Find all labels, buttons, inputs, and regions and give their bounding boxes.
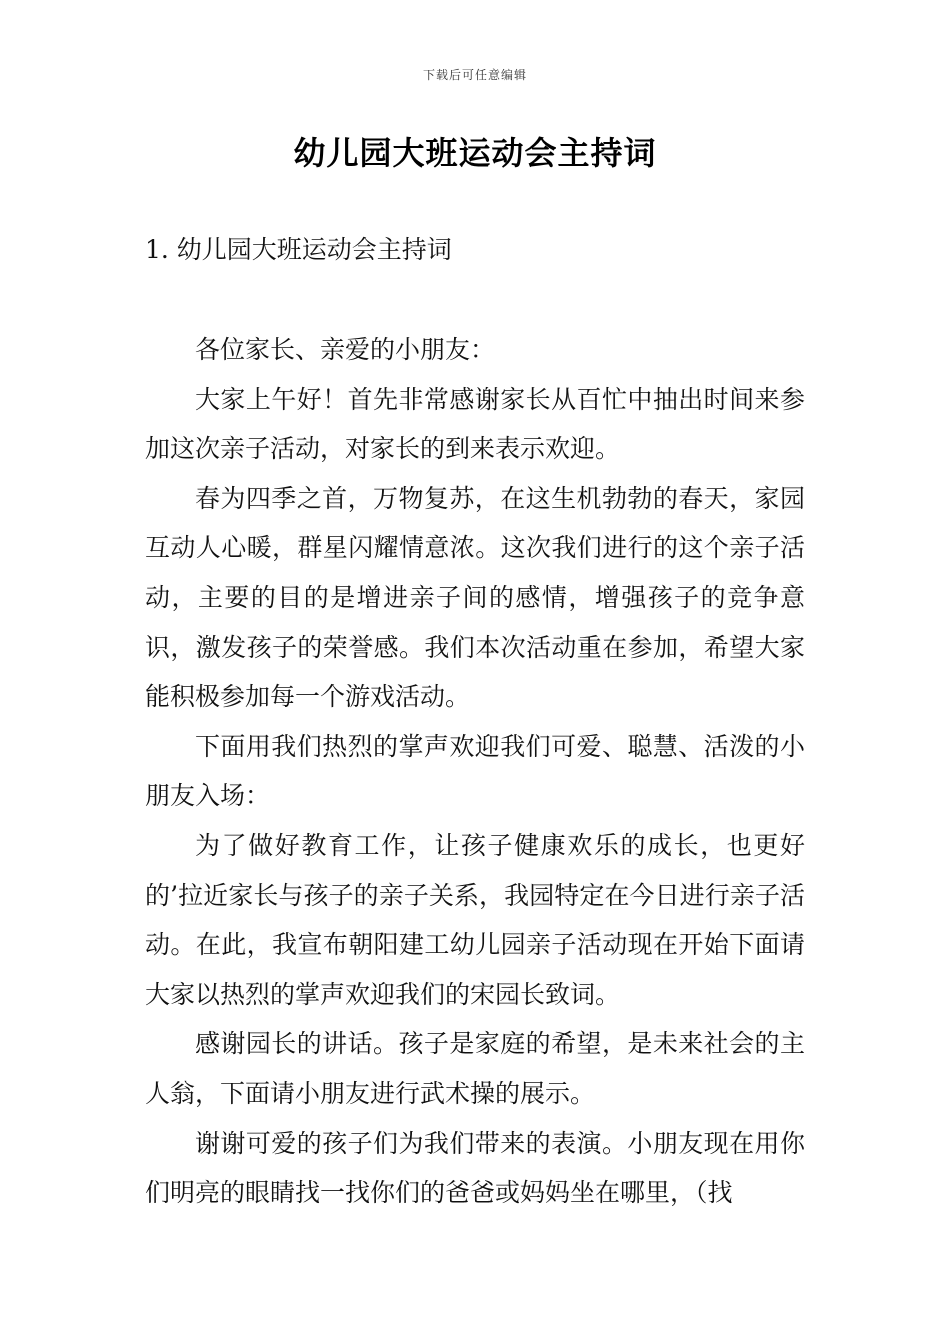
paragraph-greeting: 各位家长、亲爱的小朋友： bbox=[195, 335, 496, 364]
header-note: 下载后可任意编辑 bbox=[422, 68, 527, 82]
paragraph-spring: 春为四季之首，万物复苏，在这生机勃勃的春天，家园互动人心暖，群星闪耀情意浓。这次我们进行的这个亲子活动，主要的目的是增进亲子间的感情，增强孩子的竞争意识，激发孩子的荣誉感。我们本次活动重在参加，希望大家能积极参加每一个游戏活动。 bbox=[145, 483, 805, 712]
document-body bbox=[145, 325, 805, 1218]
paragraph-welcome: 大家上午好！首先非常感谢家长从百忙中抽出时间来参加这次亲子活动，对家长的到来表示欢迎。 bbox=[145, 384, 805, 464]
paragraph-entrance: 下面用我们热烈的掌声欢迎我们可爱、聪慧、活泼的小朋友入场： bbox=[145, 731, 805, 811]
paragraph-find-parents: 谢谢可爱的孩子们为我们带来的表演。小朋友现在用你们明亮的眼睛找一找你们的爸爸或妈妈坐在哪里，（找 bbox=[145, 1128, 805, 1208]
document-title: 幼儿园大班运动会主持词 bbox=[293, 134, 657, 172]
section-heading: 1. 幼儿园大班运动会主持词 bbox=[145, 235, 452, 264]
paragraph-thanks-principal: 感谢园长的讲话。孩子是家庭的希望，是未来社会的主人翁，下面请小朋友进行武术操的展示。 bbox=[145, 1029, 805, 1108]
paragraph-opening: 为了做好教育工作，让孩子健康欢乐的成长，也更好的’拉近家长与孩子的亲子关系，我园特定在今日进行亲子活动。在此，我宣布朝阳建工幼儿园亲子活动现在开始下面请大家以热烈的掌声欢迎我们的宋园长致词。 bbox=[145, 830, 805, 1009]
